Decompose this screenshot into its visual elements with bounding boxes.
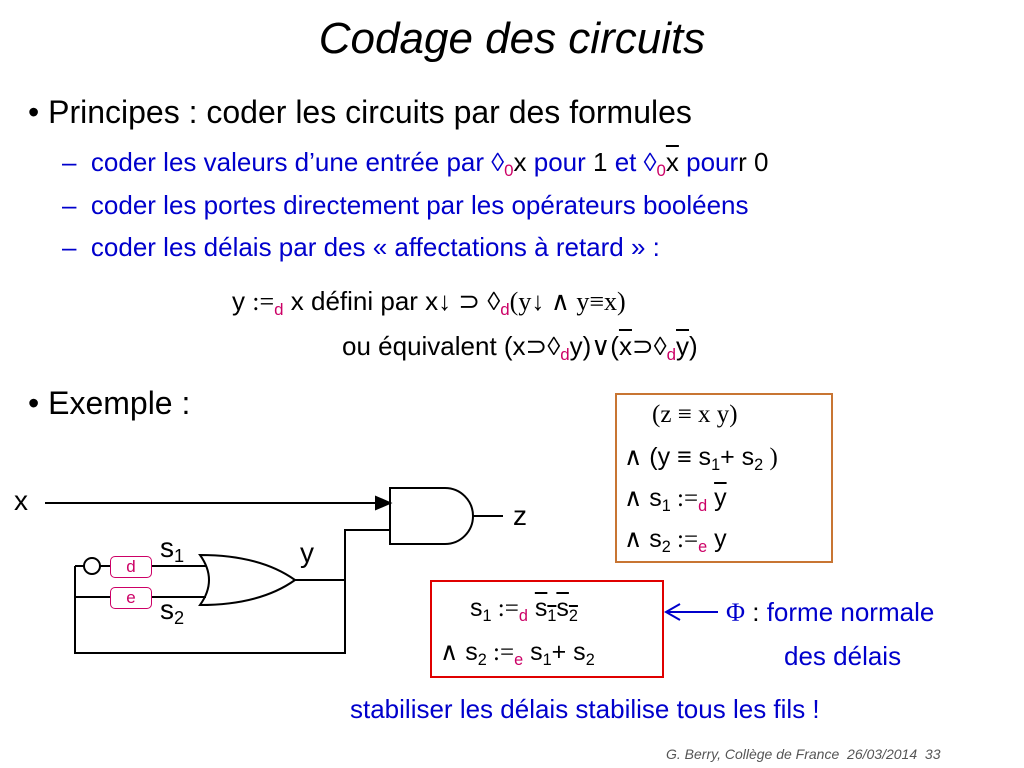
line-text: ∧ s [624, 484, 662, 512]
and-gate [390, 488, 473, 544]
value-one: 1 [593, 147, 608, 177]
assign-symbol: := [670, 526, 699, 553]
delay-e-block: e [110, 587, 152, 609]
phi-text-line1: forme normale [766, 597, 935, 627]
box-red-line2 [440, 637, 595, 667]
dash: – [62, 147, 91, 177]
sub-values-pour: pour [526, 147, 594, 177]
index: 2 [585, 651, 595, 669]
phi-colon: : [745, 597, 767, 627]
bullet-principes-text: Principes : coder les circuits par des formules [48, 94, 692, 130]
footer-author: G. Berry, Collège de France [666, 746, 840, 762]
var-x-bar: $\overline{x}$ [665, 147, 679, 177]
s-index: 1 [174, 546, 185, 566]
line-text: s [470, 594, 483, 622]
arrow-x [376, 497, 390, 509]
var-s2-bar [556, 594, 578, 625]
delay-d-block: d [110, 556, 152, 578]
box-orange-line4 [624, 524, 727, 554]
box-red-line1 [470, 594, 578, 623]
sub-gates-text: coder les portes directement par les opérateurs booléens [90, 190, 749, 220]
line-text: + s [551, 638, 586, 666]
index: 1 [542, 651, 552, 669]
assign-symbol: := [670, 485, 699, 512]
phi-label [726, 597, 934, 628]
box-orange-line1 [652, 400, 738, 429]
footer-page-number: 33 [924, 746, 941, 762]
var-y-bar: $\overline{y}$ [714, 484, 727, 512]
box-orange-line3 [624, 483, 727, 513]
delay-d: d [698, 497, 708, 515]
formula-y: y [232, 286, 253, 316]
s-letter: s [160, 594, 174, 625]
index: 2 [477, 651, 487, 669]
formula-body: x défini par x↓ ⊃ ◊ [283, 286, 501, 316]
line-text: ∧ s [440, 638, 478, 666]
delay-e: e [698, 538, 708, 556]
line-text: ∧ s [624, 525, 662, 553]
footer [666, 746, 940, 762]
delay-d: d [500, 300, 510, 319]
var-s1-bar [534, 594, 557, 625]
label-y: y [300, 537, 314, 568]
box-orange-line2 [624, 442, 778, 472]
formula2-head: ou équivalent (x⊃◊ [342, 331, 561, 361]
index: 1 [547, 607, 557, 625]
sub-values-et: et ◊ [607, 147, 657, 177]
formula2-mid: y)∨( [569, 331, 619, 361]
assign-symbol: := [252, 287, 275, 316]
s-index: 2 [174, 608, 185, 628]
s-letter: s [534, 594, 548, 622]
formula2-close: ) [689, 331, 698, 361]
bullet-dot: • [28, 385, 49, 421]
line-text: ∧ (y ≡ s [624, 443, 712, 471]
bullet-exemple-text: Exemple : [48, 385, 191, 421]
diamond-subscript: 0 [656, 161, 666, 180]
page-title: Codage des circuits [318, 14, 706, 63]
index: 1 [482, 607, 492, 625]
assign-symbol: := [491, 595, 519, 622]
wire-y-to-and [345, 530, 390, 580]
or-gate [200, 555, 295, 605]
line-text: ) [763, 444, 778, 471]
phi-text-line2: des délais [784, 641, 902, 671]
index: 2 [754, 456, 764, 474]
formula2-impl: ⊃◊ [631, 331, 667, 361]
label-z: z [513, 500, 527, 531]
s-letter: s [556, 594, 569, 622]
var-x: x [513, 147, 527, 177]
phi-symbol: Φ [726, 598, 746, 627]
index: 2 [568, 607, 578, 625]
inverter-bubble [84, 558, 100, 574]
assign-symbol: := [486, 639, 515, 666]
delay-e: e [514, 651, 524, 669]
delay-d: d [560, 345, 570, 364]
var-x-bar: $\overline{x}$ [618, 331, 632, 361]
var-y-bar: $\overline{y}$ [676, 331, 690, 361]
footer-date: 26/03/2014 [847, 746, 918, 762]
line-text: (z ≡ x y) [652, 401, 738, 428]
label-x: x [14, 485, 28, 516]
label-s1 [160, 532, 184, 564]
index: 1 [711, 456, 721, 474]
dash: – [62, 190, 91, 220]
line-text: y [707, 525, 727, 553]
formula-tail: (y↓ ∧ y≡x) [509, 287, 626, 316]
sub-values-text: coder les valeurs d’une entrée par ◊ [90, 147, 505, 177]
line-text: s [523, 638, 543, 666]
diamond-subscript: 0 [504, 161, 514, 180]
delay-d: d [518, 607, 528, 625]
value-zero: r 0 [738, 147, 769, 177]
label-s2 [160, 594, 184, 626]
sub-values-pour2: pour [678, 147, 739, 177]
line-text: + s [720, 443, 755, 471]
index: 2 [661, 538, 671, 556]
conclusion-text: stabiliser les délais stabilise tous les fils ! [350, 694, 820, 724]
bullet-dot: • [28, 94, 49, 130]
dash: – [62, 232, 91, 262]
delay-d: d [666, 345, 677, 364]
index: 1 [661, 497, 671, 515]
delay-d: d [274, 300, 284, 319]
sub-delays-text: coder les délais par des « affectations à retard » : [90, 232, 660, 262]
s-letter: s [160, 532, 174, 563]
